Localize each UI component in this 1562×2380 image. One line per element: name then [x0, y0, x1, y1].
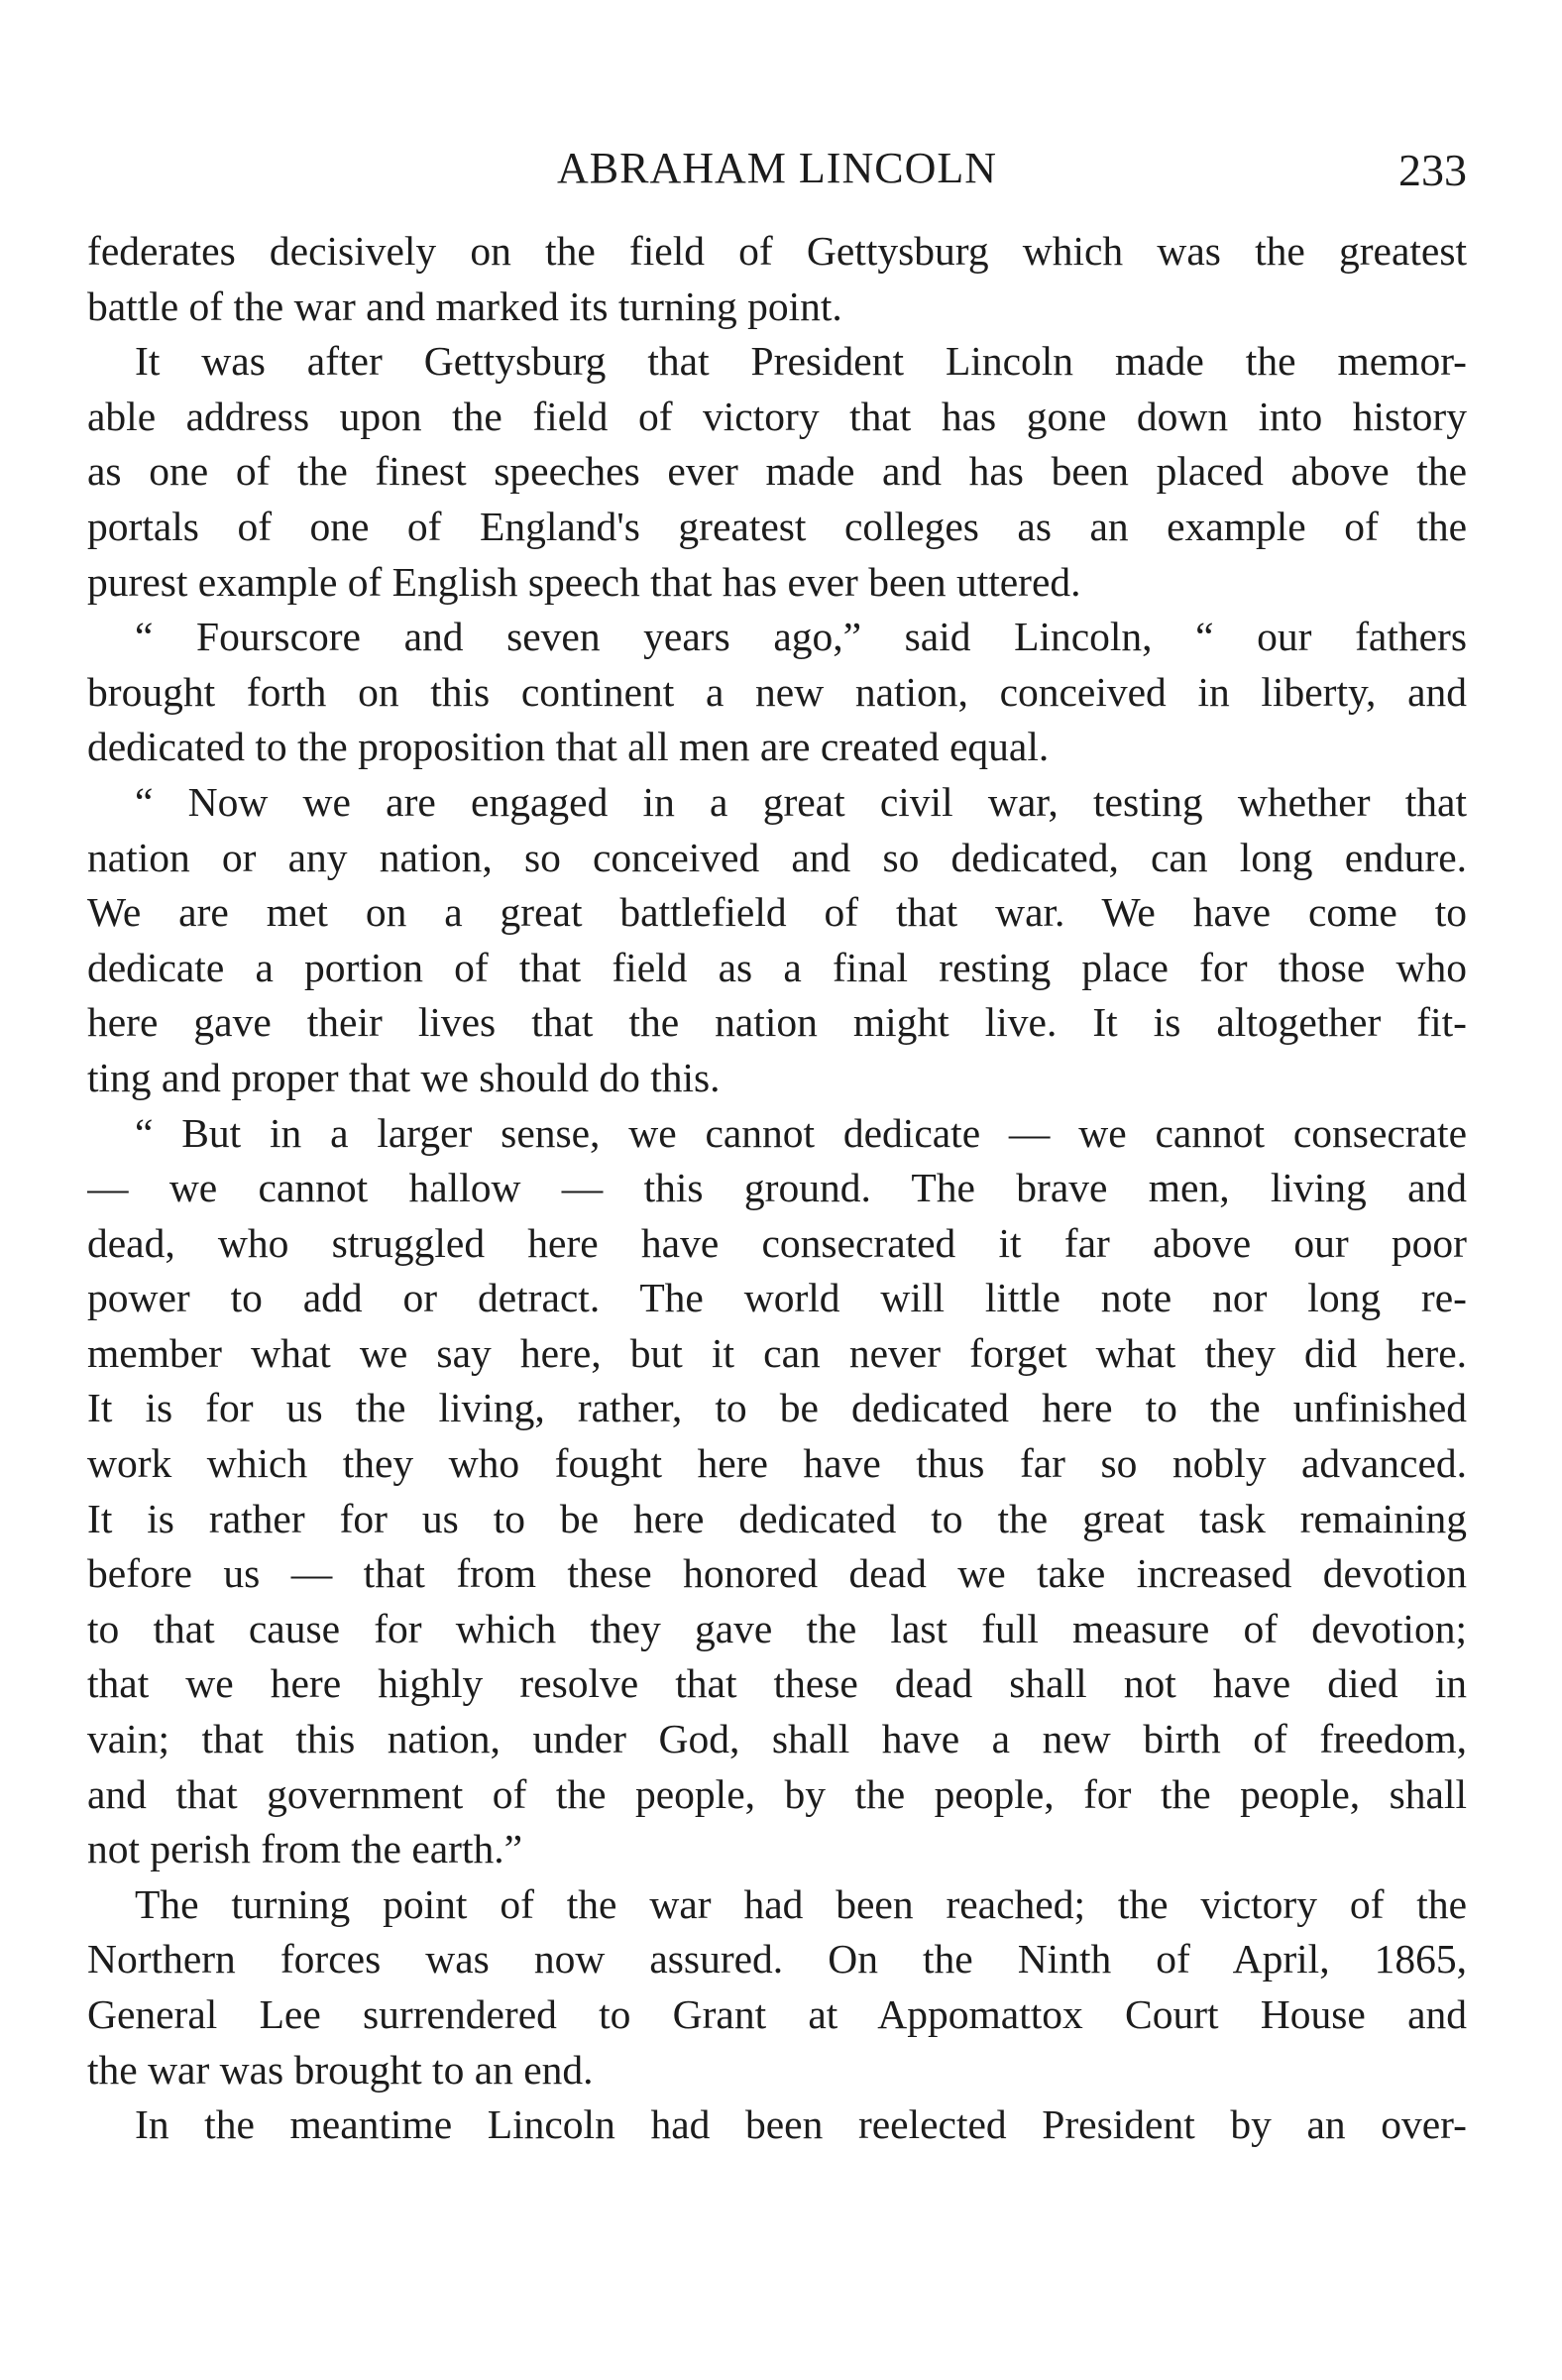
text-line: Northern forces was now assured. On the Ninth of April, 1865, [87, 1936, 1467, 1983]
text-line: dedicated to the proposition that all men are created equal. [87, 724, 1050, 770]
page-number: 233 [1398, 145, 1467, 195]
text-line: purest example of English speech that has ever been uttered. [87, 558, 1081, 605]
text-line: ting and proper that we should do this. [87, 1054, 721, 1100]
running-head [87, 139, 1467, 198]
text-line: member what we say here, but it can never forget what they did here. [87, 1329, 1467, 1376]
text-line: and that government of the people, by the people, for the people, shall [87, 1770, 1467, 1817]
text-line: before us — that from these honored dead we take increased devotion [87, 1550, 1467, 1597]
text-line: brought forth on this continent a new nation, conceived in liberty, and [87, 668, 1467, 715]
text-line: “ But in a larger sense, we cannot dedicate — we cannot consecrate [135, 1109, 1467, 1156]
text-line: battle of the war and marked its turning point. [87, 283, 842, 329]
text-line: It is for us the living, rather, to be dedicated here to the unfinished [87, 1385, 1467, 1431]
text-line: — we cannot hallow — this ground. The brave men, living and [87, 1165, 1467, 1211]
text-line: dedicate a portion of that field as a final resting place for those who [87, 944, 1467, 990]
text-line: It was after Gettysburg that President Lincoln made the memor- [135, 338, 1467, 385]
running-head-title: ABRAHAM LINCOLN [557, 144, 997, 192]
text-line: In the meantime Lincoln had been reelected President by an over- [135, 2101, 1467, 2148]
text-line: able address upon the field of victory that has gone down into history [87, 393, 1467, 439]
text-line: General Lee surrendered to Grant at Appomattox Court House and [87, 1991, 1467, 2037]
text-line: here gave their lives that the nation might live. It is altogether fit- [87, 999, 1467, 1046]
text-line: It is rather for us to be here dedicated to the great task remaining [87, 1495, 1467, 1541]
text-line: federates decisively on the field of Gettysburg which was the greatest [87, 228, 1467, 274]
text-line: portals of one of England's greatest colleges as an example of the [87, 503, 1467, 549]
text-line: nation or any nation, so conceived and so dedicated, can long endure. [87, 834, 1467, 880]
text-line: that we here highly resolve that these dead shall not have died in [87, 1660, 1467, 1707]
text-line: “ Now we are engaged in a great civil war, testing whether that [135, 778, 1467, 825]
text-line: to that cause for which they gave the last full measure of devotion; [87, 1605, 1467, 1651]
text-line: vain; that this nation, under God, shall have a new birth of freedom, [87, 1716, 1467, 1762]
text-line: as one of the finest speeches ever made and has been placed above the [87, 448, 1467, 495]
text-line: “ Fourscore and seven years ago,” said Lincoln, “ our fathers [135, 614, 1467, 660]
text-line: power to add or detract. The world will little note nor long re- [87, 1275, 1467, 1321]
text-line: not perish from the earth.” [87, 1826, 523, 1872]
text-line: We are met on a great battlefield of that war. We have come to [87, 889, 1467, 936]
body-text [87, 224, 1467, 2153]
text-line: work which they who fought here have thus far so nobly advanced. [87, 1440, 1467, 1487]
text-line: dead, who struggled here have consecrated it far above our poor [87, 1219, 1467, 1266]
text-line: the war was brought to an end. [87, 2046, 594, 2093]
text-line: The turning point of the war had been reached; the victory of the [135, 1880, 1467, 1927]
